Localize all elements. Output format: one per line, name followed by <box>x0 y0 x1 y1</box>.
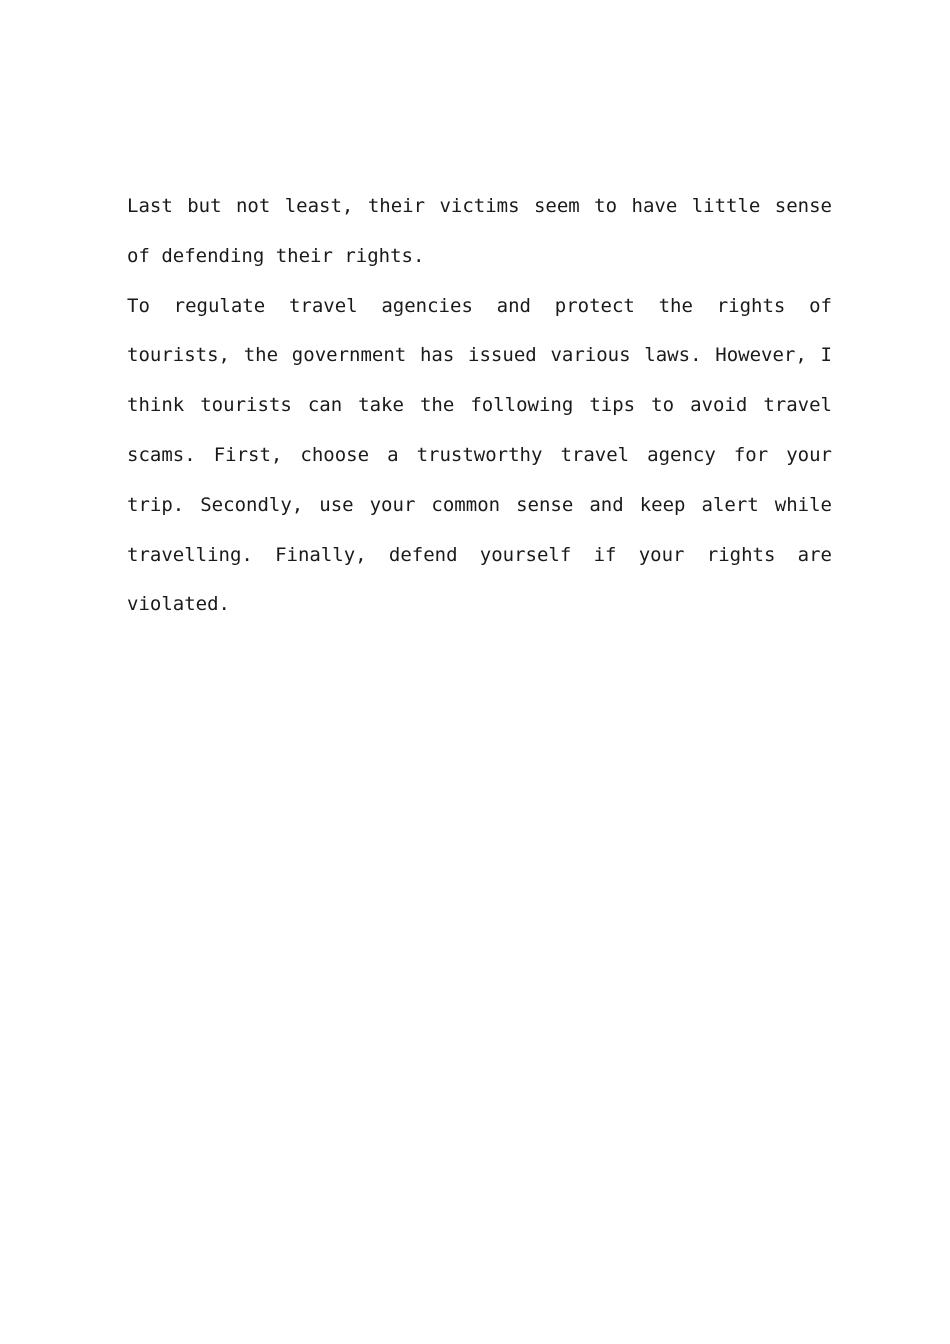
paragraph-travel-tips: To regulate travel agencies and protect the rights of tourists, the government has issued various laws. However, I think tourists can take the following tips to avoid travel scams. First, choose a trustworthy travel agency for your trip. Secondly, use your common sense and keep alert while travelling. Finally, defend yourself if your rights are violated. <box>127 294 832 616</box>
body-text <box>127 182 832 630</box>
paragraph-victims-rights: Last but not least, their victims seem to have little sense of defending their rights. <box>127 195 832 267</box>
